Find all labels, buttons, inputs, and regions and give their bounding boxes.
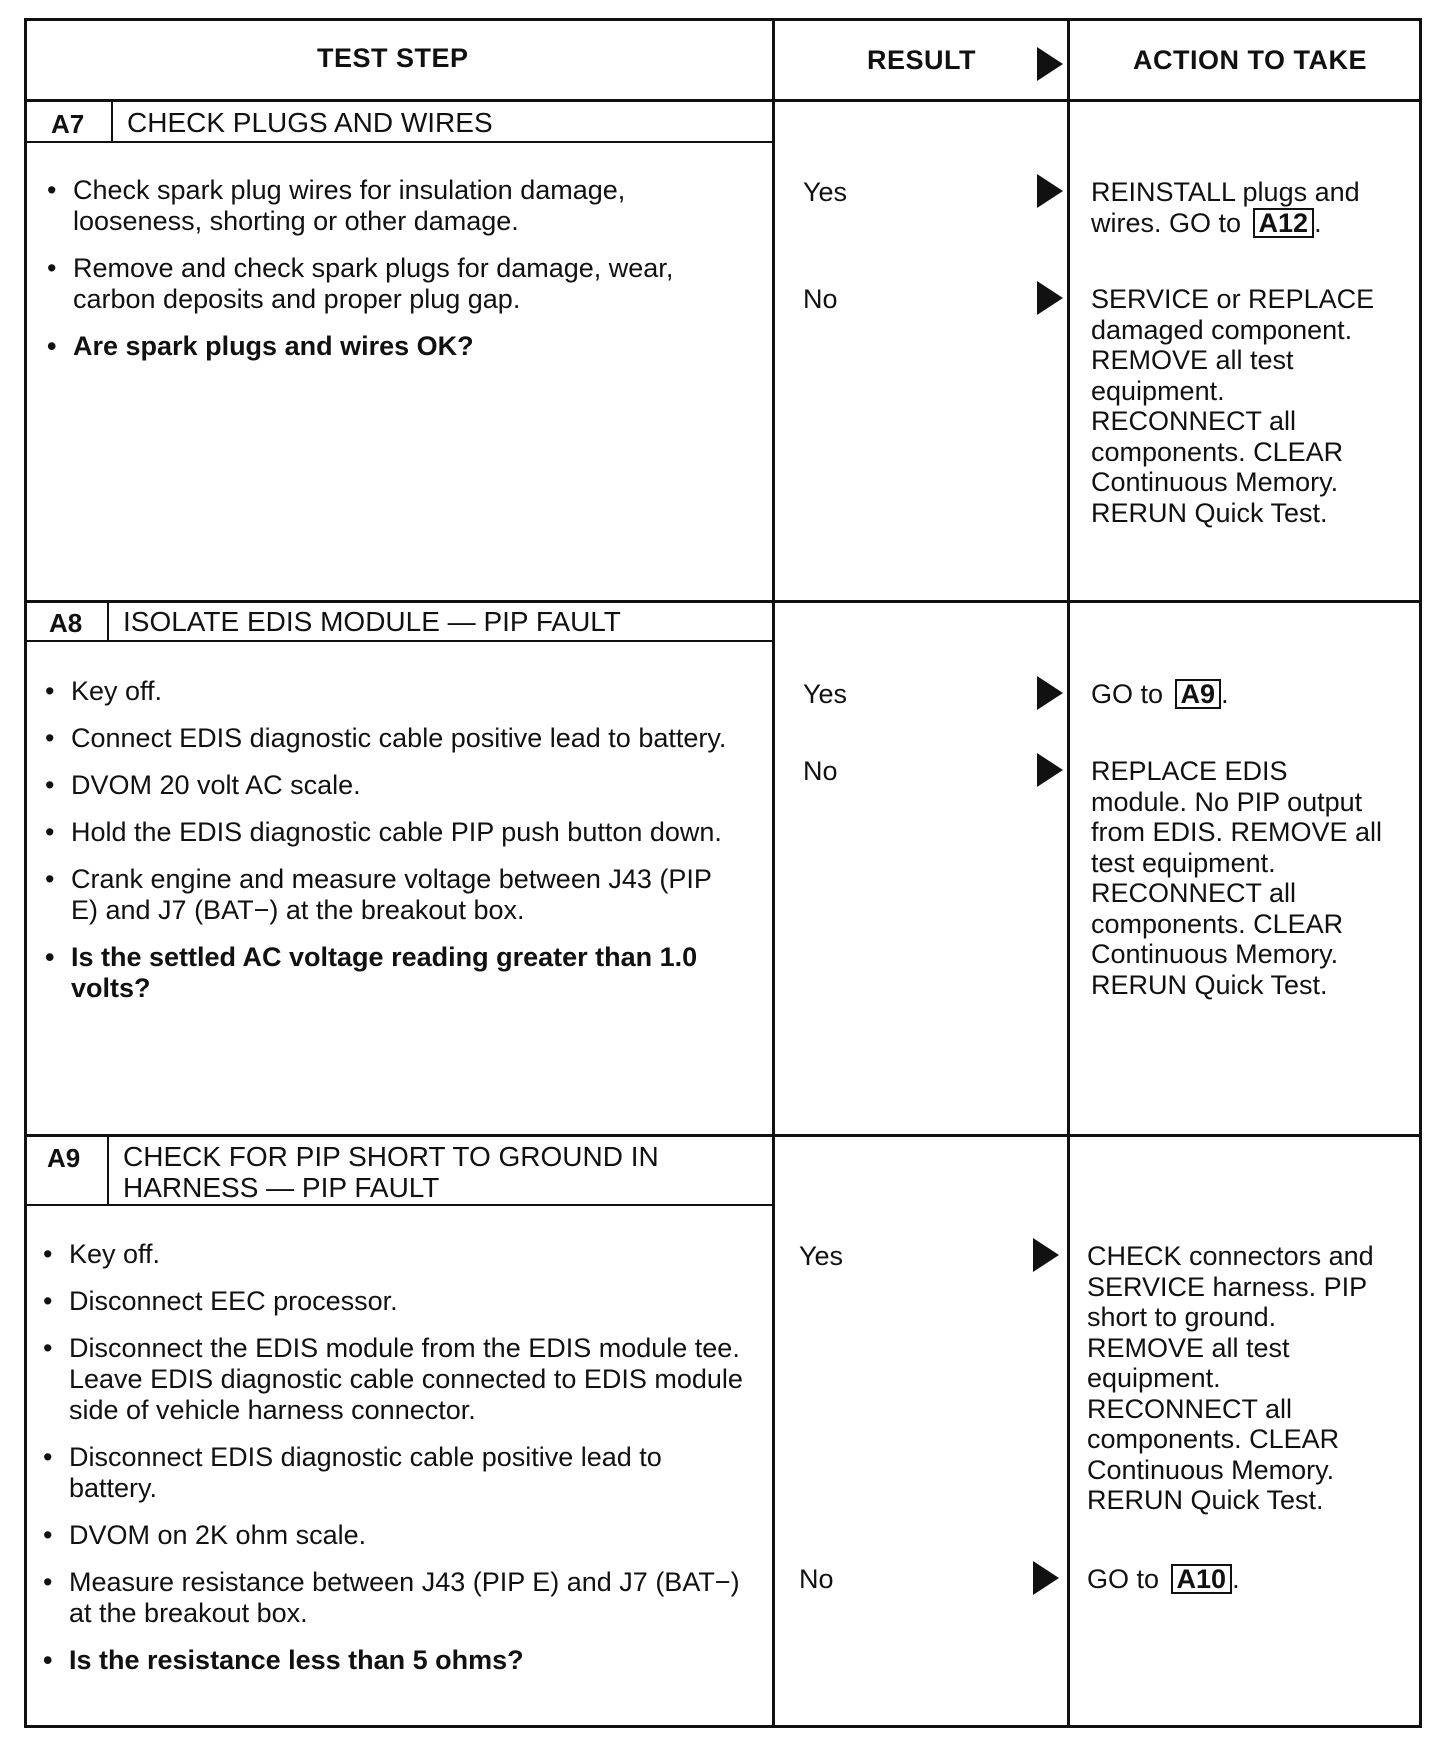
bullet-item: • Disconnect the EDIS module from the EDIS module tee. Leave EDIS diagnostic cable connected to EDIS module side of vehicle harness connector. <box>43 1333 743 1426</box>
result-arrow-icon <box>1033 1561 1059 1595</box>
step-ref-a10[interactable]: A10 <box>1171 1564 1233 1594</box>
bullet-item: • Key off. <box>43 1239 743 1270</box>
step-bullets-a9 <box>43 1239 743 1692</box>
action-a7-no: SERVICE or REPLACE damaged component. REMOVE all test equipment. RECONNECT all components. CLEAR Continuous Memory. RERUN Quick Test. <box>1091 284 1375 528</box>
action-column-divider <box>1067 21 1070 1725</box>
result-column-divider <box>772 21 775 1725</box>
result-label-a7-yes: Yes <box>803 177 848 207</box>
action-text: GO to <box>1087 1564 1160 1594</box>
step-bullets-a7 <box>47 175 747 378</box>
action-a7-yes <box>1091 177 1391 238</box>
bullet-question: • Is the settled AC voltage reading greater than 1.0 volts? <box>45 942 745 1004</box>
bullet-item: • Key off. <box>45 676 745 707</box>
result-label-a8-no: No <box>803 756 838 786</box>
step-id-a8: A8 <box>49 608 83 638</box>
action-a8-no: REPLACE EDIS module. No PIP output from EDIS. REMOVE all test equipment. RECONNECT all components. CLEAR Continuous Memory. RERUN Quick Test. <box>1091 756 1383 1000</box>
action-suffix: . <box>1232 1564 1240 1594</box>
bullet-item: • Measure resistance between J43 (PIP E) and J7 (BAT−) at the breakout box. <box>43 1567 743 1629</box>
step-bullets-a8 <box>45 676 745 1020</box>
step-ref-a9[interactable]: A9 <box>1175 679 1222 709</box>
result-arrow-icon <box>1033 1238 1059 1272</box>
action-text: GO to <box>1091 679 1164 709</box>
bullet-item: • Connect EDIS diagnostic cable positive lead to battery. <box>45 723 745 754</box>
step-title-a7: CHECK PLUGS AND WIRES <box>127 107 493 138</box>
step-id-divider-a7 <box>111 99 113 143</box>
bullet-question: • Are spark plugs and wires OK? <box>47 331 747 362</box>
result-label-a9-no: No <box>799 1564 834 1594</box>
bullet-item: • Disconnect EEC processor. <box>43 1286 743 1317</box>
action-a8-yes <box>1091 679 1391 710</box>
bullet-item: • Disconnect EDIS diagnostic cable positive lead to battery. <box>43 1442 743 1504</box>
step-id-a7: A7 <box>51 109 85 139</box>
action-suffix: . <box>1314 207 1322 238</box>
action-text: REINSTALL plugs and wires. GO to <box>1091 177 1360 238</box>
header-result: RESULT <box>867 45 976 75</box>
step-title-a8: ISOLATE EDIS MODULE — PIP FAULT <box>123 606 621 637</box>
result-arrow-icon <box>1037 753 1063 787</box>
step-id-divider-a9 <box>107 1134 109 1206</box>
header-arrow-icon <box>1037 47 1063 81</box>
bullet-item: • Remove and check spark plugs for damage, wear, carbon deposits and proper plug gap. <box>47 253 747 315</box>
header-test-step: TEST STEP <box>317 43 469 73</box>
step-ref-a12[interactable]: A12 <box>1253 208 1315 238</box>
bullet-item: • Check spark plug wires for insulation damage, looseness, shorting or other damage. <box>47 175 747 237</box>
action-a9-yes: CHECK connectors and SERVICE harness. PIP short to ground. REMOVE all test equipment. RECONNECT all components. CLEAR Continuous Memory. RERUN Quick Test. <box>1087 1241 1374 1515</box>
result-label-a9-yes: Yes <box>799 1241 844 1271</box>
step-title-a9: CHECK FOR PIP SHORT TO GROUND IN HARNESS — PIP FAULT <box>123 1141 659 1203</box>
result-arrow-icon <box>1037 281 1063 315</box>
step-id-a9: A9 <box>47 1143 81 1173</box>
header-action: ACTION TO TAKE <box>1133 45 1367 75</box>
bullet-item: • Crank engine and measure voltage between J43 (PIP E) and J7 (BAT−) at the breakout box. <box>45 864 745 926</box>
diagnostic-table <box>24 18 1422 1728</box>
bullet-item: • Hold the EDIS diagnostic cable PIP push button down. <box>45 817 745 848</box>
bullet-item: • DVOM on 2K ohm scale. <box>43 1520 743 1551</box>
result-arrow-icon <box>1037 174 1063 208</box>
action-a9-no <box>1087 1564 1387 1595</box>
result-label-a7-no: No <box>803 284 838 314</box>
bullet-item: • DVOM 20 volt AC scale. <box>45 770 745 801</box>
result-label-a8-yes: Yes <box>803 679 848 709</box>
step-id-divider-a8 <box>107 600 109 642</box>
bullet-question: • Is the resistance less than 5 ohms? <box>43 1645 743 1676</box>
action-suffix: . <box>1221 679 1229 709</box>
result-arrow-icon <box>1037 676 1063 710</box>
